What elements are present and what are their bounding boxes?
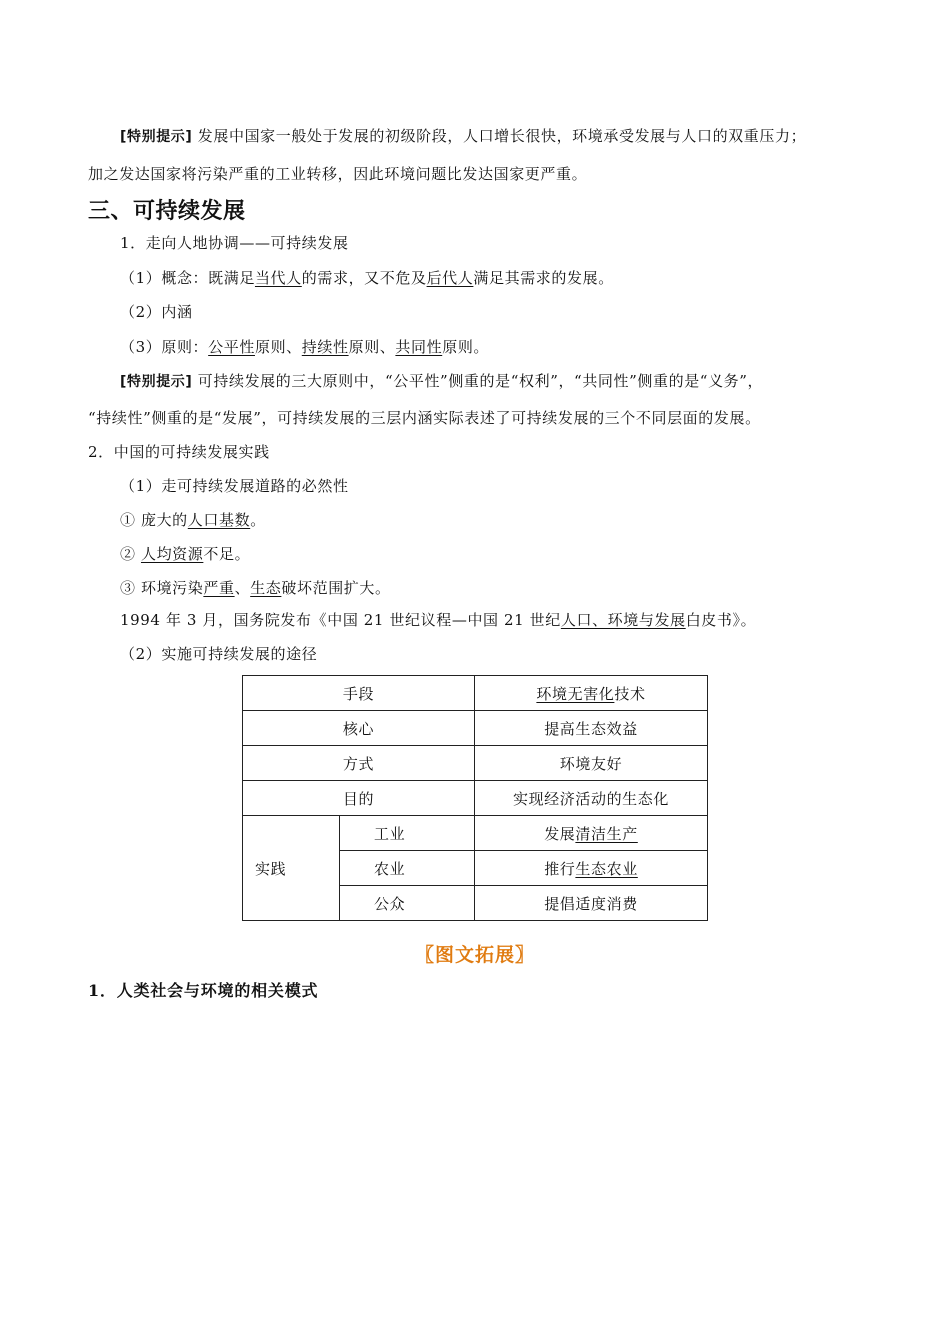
reason-3-prefix: ③ 环境污染: [120, 579, 204, 597]
table-cell-value: 提倡适度消费: [475, 886, 708, 921]
reason-2-blank: 人均资源: [140, 545, 204, 563]
table-cell-label: 核心: [243, 711, 475, 746]
table-cell-value: 提高生态效益: [475, 711, 708, 746]
tip1-line2: 加之发达国家将污染严重的工业转移，因此环境问题比发达国家更严重。: [88, 165, 588, 183]
ways-line: （2）实施可持续发展的途径: [120, 645, 318, 663]
extension-title: 〖图文拓展〗: [414, 944, 535, 966]
table-cell-value: [475, 676, 708, 711]
table-value-prefix: 发展: [544, 824, 576, 843]
tip2-line1: [120, 371, 763, 392]
table-value-suffix: 技术: [614, 684, 646, 703]
year-1994-blank: 人口、环境与发展: [560, 611, 686, 629]
table-cell-sub-label: 工业: [340, 816, 475, 851]
concept-blank-2: 后代人: [426, 269, 474, 287]
reason-3-blank-1: 严重: [203, 579, 235, 597]
principle-sustainability: 持续性: [301, 338, 349, 356]
table-cell-sub-label: 公众: [340, 886, 475, 921]
table-row: [243, 676, 708, 711]
table-blank: 生态农业: [575, 859, 638, 878]
concept-mid: 的需求，又不危及: [301, 269, 427, 287]
table-value-prefix: 推行: [544, 859, 576, 878]
table-cell-value: [475, 816, 708, 851]
table-row: [243, 746, 708, 781]
year-1994-line: [120, 610, 756, 630]
table-row: [243, 781, 708, 816]
subheading: 1．人类社会与环境的相关模式: [88, 981, 319, 1000]
tip-label: [特别提示]: [120, 374, 193, 390]
tip1-line1: [120, 126, 806, 147]
principles-line: [120, 337, 489, 357]
table-cell-practice: 实践: [243, 816, 340, 921]
table-blank: 清洁生产: [575, 824, 638, 843]
principle-commonality: 共同性: [395, 338, 443, 356]
principles-end: 原则。: [442, 338, 490, 356]
reason-2: [120, 544, 250, 564]
table-cell-value: 实现经济活动的生态化: [475, 781, 708, 816]
table-cell-label: 手段: [243, 676, 475, 711]
concept-line: [120, 268, 614, 288]
item1-heading: 1．走向人地协调——可持续发展: [120, 234, 349, 252]
reason-2-prefix: ②: [120, 545, 141, 563]
item2-heading: 2．中国的可持续发展实践: [88, 443, 270, 461]
year-1994-suffix: 白皮书》。: [685, 611, 757, 629]
table-cell-value: [475, 851, 708, 886]
table-cell-sub-label: 农业: [340, 851, 475, 886]
table-cell-label: 方式: [243, 746, 475, 781]
table-row: [243, 711, 708, 746]
tip-label: [特别提示]: [120, 129, 193, 145]
reason-3-suffix: 破坏范围扩大。: [281, 579, 391, 597]
tip1-text-1: 发展中国家一般处于发展的初级阶段，人口增长很快，环境承受发展与人口的双重压力；: [197, 127, 807, 145]
reason-3: [120, 578, 391, 598]
section-title: 三、可持续发展: [88, 199, 246, 224]
principles-sep-1: 原则、: [254, 338, 302, 356]
reason-2-suffix: 不足。: [203, 545, 251, 563]
reason-3-blank-2: 生态: [250, 579, 282, 597]
table-cell-value: 环境友好: [475, 746, 708, 781]
reason-1-prefix: ① 庞大的: [120, 511, 188, 529]
concept-blank-1: 当代人: [254, 269, 302, 287]
tip2-text-1: 可持续发展的三大原则中，“公平性”侧重的是“权利”，“共同性”侧重的是“义务”，: [197, 372, 764, 390]
principle-fairness: 公平性: [208, 338, 255, 356]
table-blank: 环境无害化: [536, 684, 615, 703]
connotation-line: （2）内涵: [120, 303, 193, 321]
reason-3-mid: 、: [234, 579, 251, 597]
reason-1: [120, 510, 266, 530]
tip2-line2: “持续性”侧重的是“发展”，可持续发展的三层内涵实际表述了可持续发展的三个不同层面的发展。: [88, 409, 761, 427]
principles-prefix: （3）原则：: [120, 338, 209, 356]
concept-prefix: （1）概念：既满足: [120, 269, 255, 287]
concept-suffix: 满足其需求的发展。: [473, 269, 614, 287]
ways-table: [242, 675, 708, 921]
table-row: [243, 816, 708, 851]
year-1994-prefix: 1994 年 3 月，国务院发布《中国 21 世纪议程—中国 21 世纪: [120, 611, 561, 629]
principles-sep-2: 原则、: [348, 338, 396, 356]
reason-1-suffix: 。: [250, 511, 266, 529]
table-cell-label: 目的: [243, 781, 475, 816]
necessity-line: （1）走可持续发展道路的必然性: [120, 477, 349, 495]
reason-1-blank: 人口基数: [187, 511, 251, 529]
